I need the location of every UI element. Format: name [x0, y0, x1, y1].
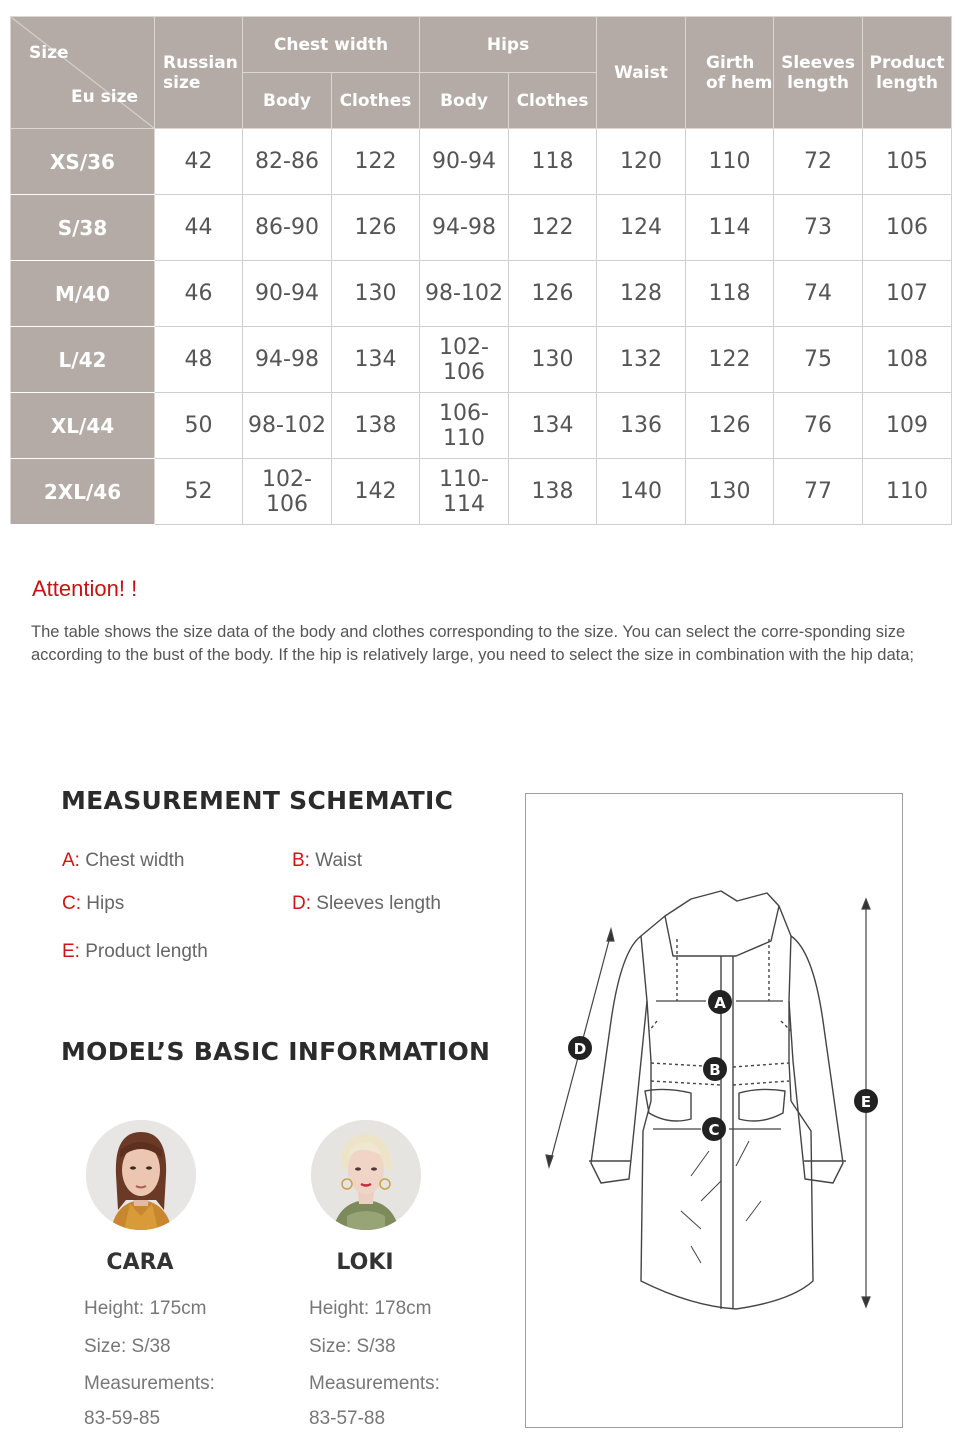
- size-label-cell: L/42: [11, 327, 155, 393]
- girth-of-hem-header: Girth of hem: [686, 17, 774, 129]
- table-cell: 110: [863, 459, 952, 525]
- table-row: [11, 393, 952, 459]
- size-chart-table: [10, 16, 952, 525]
- marker-a: A: [714, 994, 726, 1012]
- table-cell: 118: [686, 261, 774, 327]
- legend-label: Product length: [85, 941, 208, 962]
- table-cell: 77: [774, 459, 863, 525]
- size-eu-size-header: [11, 17, 155, 129]
- table-cell: 130: [332, 261, 420, 327]
- table-cell: 126: [686, 393, 774, 459]
- table-cell: 94-98: [420, 195, 509, 261]
- chest-body-header: Body: [243, 73, 332, 129]
- marker-b: B: [709, 1061, 721, 1079]
- hips-clothes-header: Clothes: [509, 73, 597, 129]
- table-cell: 90-94: [243, 261, 332, 327]
- table-cell: 122: [509, 195, 597, 261]
- size-label-cell: S/38: [11, 195, 155, 261]
- table-cell: 48: [155, 327, 243, 393]
- model-cara-height: Height: 175cm: [84, 1298, 207, 1319]
- size-label-cell: M/40: [11, 261, 155, 327]
- table-row: [11, 459, 952, 525]
- sleeves-length-header: Sleeves length: [774, 17, 863, 129]
- size-label-cell: XL/44: [11, 393, 155, 459]
- table-cell: 102-106: [243, 459, 332, 525]
- table-cell: 90-94: [420, 129, 509, 195]
- size-label-cell: XS/36: [11, 129, 155, 195]
- legend-label: Hips: [86, 893, 125, 914]
- table-row: [11, 327, 952, 393]
- table-cell: 134: [509, 393, 597, 459]
- legend-sleeves-length: [292, 893, 441, 915]
- table-row: [11, 261, 952, 327]
- legend-hips: [62, 893, 124, 915]
- measurement-schematic-heading: MEASUREMENT SCHEMATIC: [61, 786, 454, 815]
- attention-text: The table shows the size data of the body and clothes corresponding to the size. You can select the corre-sponding size according to the bust of the body. If the hip is relatively large, you need to select the size in combination with the hip data;: [31, 623, 914, 664]
- table-row: [11, 195, 952, 261]
- waist-header: Waist: [597, 17, 686, 129]
- marker-e: E: [860, 1093, 872, 1111]
- table-cell: 72: [774, 129, 863, 195]
- coat-schematic-drawing: [526, 794, 902, 1427]
- table-cell: 134: [332, 327, 420, 393]
- table-cell: 136: [597, 393, 686, 459]
- model-loki-measurements: 83-57-88: [309, 1408, 386, 1429]
- table-cell: 74: [774, 261, 863, 327]
- marker-d: D: [573, 1040, 587, 1058]
- table-cell: 140: [597, 459, 686, 525]
- model-cara-name: CARA: [106, 1250, 174, 1275]
- table-cell: 75: [774, 327, 863, 393]
- table-cell: 105: [863, 129, 952, 195]
- table-cell: 120: [597, 129, 686, 195]
- legend-label: Chest width: [85, 850, 185, 871]
- model-info-heading: MODEL’S BASIC INFORMATION: [61, 1037, 491, 1066]
- table-cell: 128: [597, 261, 686, 327]
- table-cell: 124: [597, 195, 686, 261]
- legend-key: A:: [62, 850, 80, 871]
- coat-schematic-frame: [525, 793, 903, 1428]
- table-cell: 118: [509, 129, 597, 195]
- chest-width-header: Chest width: [243, 17, 420, 73]
- table-cell: 44: [155, 195, 243, 261]
- model-cara-size: Size: S/38: [84, 1336, 171, 1357]
- table-cell: 52: [155, 459, 243, 525]
- marker-c: C: [708, 1121, 720, 1139]
- table-cell: 142: [332, 459, 420, 525]
- attention-title: Attention! !: [32, 576, 138, 601]
- legend-waist: [292, 850, 362, 872]
- table-cell: 122: [332, 129, 420, 195]
- table-cell: 46: [155, 261, 243, 327]
- size-label: Size: [29, 43, 69, 63]
- model-loki-size: Size: S/38: [309, 1336, 396, 1357]
- table-cell: 126: [332, 195, 420, 261]
- legend-key: C:: [62, 893, 81, 914]
- table-cell: 110-114: [420, 459, 509, 525]
- table-cell: 138: [332, 393, 420, 459]
- table-cell: 107: [863, 261, 952, 327]
- legend-key: D:: [292, 893, 311, 914]
- table-cell: 76: [774, 393, 863, 459]
- hips-body-header: Body: [420, 73, 509, 129]
- legend-label: Waist: [315, 850, 363, 871]
- model-loki-name: LOKI: [336, 1250, 394, 1275]
- legend-product-length: [62, 941, 208, 963]
- table-cell: 108: [863, 327, 952, 393]
- model-cara-measurements-label: Measurements:: [84, 1373, 215, 1394]
- table-cell: 122: [686, 327, 774, 393]
- model-loki-height: Height: 178cm: [309, 1298, 432, 1319]
- table-cell: 106-110: [420, 393, 509, 459]
- table-cell: 102-106: [420, 327, 509, 393]
- table-cell: 110: [686, 129, 774, 195]
- table-cell: 94-98: [243, 327, 332, 393]
- table-cell: 73: [774, 195, 863, 261]
- product-length-header: Product length: [863, 17, 952, 129]
- hips-header: Hips: [420, 17, 597, 73]
- table-cell: 130: [509, 327, 597, 393]
- legend-chest-width: [62, 850, 185, 872]
- table-cell: 50: [155, 393, 243, 459]
- table-cell: 130: [686, 459, 774, 525]
- legend-key: B:: [292, 850, 310, 871]
- model-loki-measurements-label: Measurements:: [309, 1373, 440, 1394]
- table-cell: 98-102: [420, 261, 509, 327]
- table-row: [11, 129, 952, 195]
- legend-label: Sleeves length: [316, 893, 441, 914]
- chest-clothes-header: Clothes: [332, 73, 420, 129]
- eu-size-label: Eu size: [71, 87, 139, 107]
- russian-size-header: Russian size: [155, 17, 243, 129]
- table-cell: 86-90: [243, 195, 332, 261]
- model-cara-avatar: [86, 1120, 196, 1230]
- table-cell: 42: [155, 129, 243, 195]
- model-cara-measurements: 83-59-85: [84, 1408, 161, 1429]
- table-cell: 109: [863, 393, 952, 459]
- size-label-cell: 2XL/46: [11, 459, 155, 525]
- table-cell: 126: [509, 261, 597, 327]
- table-cell: 98-102: [243, 393, 332, 459]
- model-loki-avatar: [311, 1120, 421, 1230]
- table-cell: 106: [863, 195, 952, 261]
- table-cell: 132: [597, 327, 686, 393]
- legend-key: E:: [62, 941, 80, 962]
- table-cell: 82-86: [243, 129, 332, 195]
- table-cell: 114: [686, 195, 774, 261]
- table-cell: 138: [509, 459, 597, 525]
